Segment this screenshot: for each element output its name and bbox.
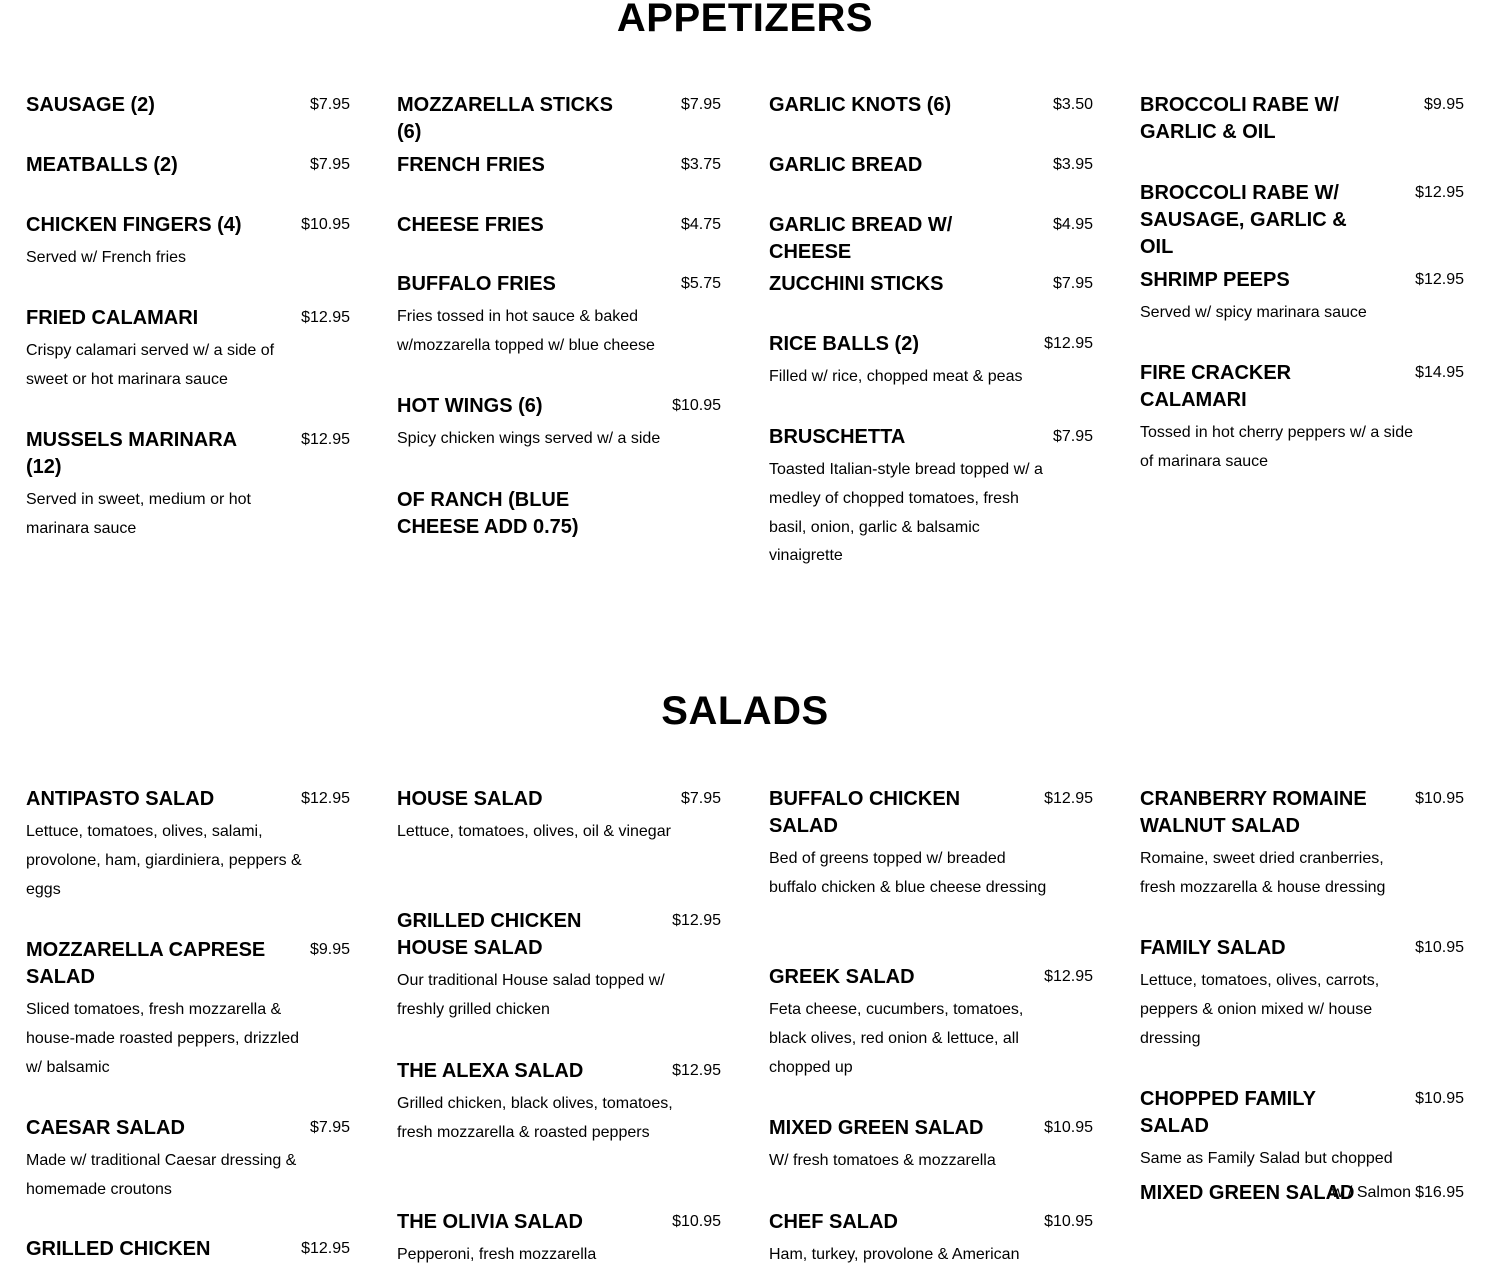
menu-item-description: Same as Family Salad but chopped bbox=[1140, 1150, 1393, 1167]
menu-item bbox=[1140, 1180, 1464, 1207]
menu-item-price bbox=[310, 1117, 350, 1139]
menu-item-name: FRENCH FRIES bbox=[397, 154, 545, 176]
menu-item-price-value: $10.95 bbox=[1044, 1213, 1093, 1230]
menu-item-price-prefix: w / Salmon bbox=[1331, 1184, 1412, 1201]
menu-item-price-value: $4.75 bbox=[680, 216, 721, 233]
menu-item-description: Served in sweet, medium or hot marinara sauce bbox=[26, 491, 251, 537]
menu-item-description: Served w/ spicy marinara sauce bbox=[1140, 304, 1367, 321]
menu-item bbox=[1140, 92, 1464, 146]
menu-item-description: Crispy calamari served w/ a side of sweet or hot marinara sauce bbox=[26, 342, 275, 388]
menu-item bbox=[397, 908, 721, 1025]
menu-item-description: Tossed in hot cherry peppers w/ a side of marinara sauce bbox=[1140, 424, 1414, 470]
menu-item-name: CAESAR SALAD bbox=[26, 1117, 185, 1139]
menu-item-description: Our traditional House salad topped w/ freshly grilled chicken bbox=[397, 972, 665, 1018]
menu-item-price-value: $9.95 bbox=[1423, 96, 1464, 113]
menu-item bbox=[1140, 935, 1464, 1053]
menu-item-price-value: $4.95 bbox=[1052, 216, 1093, 233]
menu-item bbox=[397, 152, 721, 179]
menu-item-price-value: $12.95 bbox=[301, 1240, 350, 1257]
menu-item-header bbox=[26, 937, 350, 991]
menu-item-name: BUFFALO FRIES bbox=[397, 273, 556, 295]
menu-item-price bbox=[301, 429, 350, 451]
menu-item-description: Feta cheese, cucumbers, tomatoes, black olives, red onion & lettuce, all chopped up bbox=[769, 1001, 1024, 1076]
menu-item-description: Lettuce, tomatoes, olives, carrots, peppers & onion mixed w/ house dressing bbox=[1140, 972, 1380, 1047]
menu-item-price bbox=[672, 395, 721, 417]
menu-item-name: CHEF SALAD bbox=[769, 1211, 898, 1233]
menu-item bbox=[397, 487, 721, 541]
menu-item-price-value: $7.95 bbox=[1052, 428, 1093, 445]
menu-item-name: GARLIC BREAD bbox=[769, 154, 923, 176]
menu-item-price bbox=[301, 214, 350, 236]
menu-item-price bbox=[1415, 362, 1464, 384]
menu-item-header bbox=[1140, 786, 1464, 840]
menu-item bbox=[26, 786, 350, 904]
menu-item-price-value: $10.95 bbox=[672, 397, 721, 414]
menu-item-name: HOT WINGS (6) bbox=[397, 395, 543, 417]
menu-item-price-value: $10.95 bbox=[1415, 790, 1464, 807]
menu-item-price bbox=[1415, 269, 1464, 291]
menu-item-header bbox=[397, 152, 721, 179]
menu-item-header bbox=[769, 424, 1093, 451]
menu-item bbox=[397, 92, 721, 146]
menu-item-name: MEATBALLS (2) bbox=[26, 154, 178, 176]
menu-item-price-value: $16.95 bbox=[1415, 1184, 1464, 1201]
menu-item-name: GRILLED CHICKEN bbox=[26, 1238, 211, 1260]
menu-item bbox=[1140, 360, 1464, 477]
menu-item-header bbox=[769, 964, 1093, 991]
menu-item-name: MIXED GREEN SALAD bbox=[1140, 1182, 1355, 1204]
menu-item-header bbox=[397, 786, 721, 813]
menu-item-header bbox=[1140, 180, 1464, 261]
menu-item-name: BRUSCHETTA bbox=[769, 426, 906, 448]
menu-item-header bbox=[769, 1209, 1093, 1236]
menu-item-price-value: $12.95 bbox=[1415, 184, 1464, 201]
menu-item-price bbox=[1044, 333, 1093, 355]
menu-item-description: Toasted Italian-style bread topped w/ a medley of chopped tomatoes, fresh basil, onion, garlic & balsamic vinaigrette bbox=[769, 461, 1043, 565]
menu-item-header bbox=[769, 786, 1093, 840]
menu-item-price-value: $5.75 bbox=[680, 275, 721, 292]
menu-item-price bbox=[1044, 1117, 1093, 1139]
menu-item-price-value: $12.95 bbox=[301, 790, 350, 807]
menu-item-name: GRILLED CHICKEN HOUSE SALAD bbox=[397, 910, 582, 959]
menu-item-name: GARLIC KNOTS (6) bbox=[769, 94, 952, 116]
menu-item bbox=[397, 393, 721, 454]
menu-item-price-value: $12.95 bbox=[1044, 790, 1093, 807]
menu-item-price bbox=[1415, 1088, 1464, 1110]
menu-item-name: MOZZARELLA STICKS (6) bbox=[397, 94, 613, 143]
menu-item-price bbox=[672, 1060, 721, 1082]
menu-item-price-value: $12.95 bbox=[301, 431, 350, 448]
menu-item-header bbox=[397, 393, 721, 420]
menu-item-name: CHICKEN FINGERS (4) bbox=[26, 214, 242, 236]
menu-item-price bbox=[1415, 182, 1464, 204]
menu-item-price-value: $10.95 bbox=[301, 216, 350, 233]
appetizers-heading: APPETIZERS bbox=[616, 0, 874, 40]
menu-item-price bbox=[301, 788, 350, 810]
menu-item-name: BROCCOLI RABE W/ SAUSAGE, GARLIC & OIL bbox=[1140, 182, 1347, 258]
menu-item bbox=[769, 786, 1093, 903]
menu-item-header bbox=[397, 1058, 721, 1085]
menu-item-name: RICE BALLS (2) bbox=[769, 333, 919, 355]
menu-item-price-value: $3.75 bbox=[680, 156, 721, 173]
menu-item-name: FIRE CRACKER CALAMARI bbox=[1140, 362, 1292, 411]
menu-item-price-value: $10.95 bbox=[1415, 939, 1464, 956]
menu-item-price bbox=[1053, 273, 1093, 295]
menu-item bbox=[1140, 267, 1464, 328]
menu-item-price-value: $12.95 bbox=[301, 309, 350, 326]
menu-item-price bbox=[1424, 94, 1464, 116]
menu-item-price-value: $14.95 bbox=[1415, 364, 1464, 381]
menu-item-name: ZUCCHINI STICKS bbox=[769, 273, 944, 295]
menu-item-description: Spicy chicken wings served w/ a side bbox=[397, 430, 661, 447]
menu-item-price-value: $7.95 bbox=[680, 790, 721, 807]
menu-item-price bbox=[681, 214, 721, 236]
menu-item-description: Lettuce, tomatoes, olives, oil & vinegar bbox=[397, 823, 671, 840]
menu-item bbox=[1140, 180, 1464, 261]
menu-item-price-value: $10.95 bbox=[1044, 1119, 1093, 1136]
menu-item bbox=[26, 152, 350, 179]
menu-item bbox=[397, 1209, 721, 1270]
menu-item-name: ANTIPASTO SALAD bbox=[26, 788, 215, 810]
menu-item-description: W/ fresh tomatoes & mozzarella bbox=[769, 1152, 996, 1169]
menu-item bbox=[769, 212, 1093, 266]
menu-item-price-value: $10.95 bbox=[1415, 1090, 1464, 1107]
menu-item-name: GREEK SALAD bbox=[769, 966, 915, 988]
menu-item-header bbox=[1140, 1086, 1464, 1140]
menu-item-header bbox=[397, 908, 721, 962]
menu-item-header bbox=[397, 271, 721, 298]
menu-item-description: Romaine, sweet dried cranberries, fresh mozzarella & house dressing bbox=[1140, 850, 1386, 896]
menu-item-price bbox=[672, 1211, 721, 1233]
menu-item-header bbox=[26, 305, 350, 332]
menu-item-header bbox=[769, 1115, 1093, 1142]
menu-item-price-value: $7.95 bbox=[680, 96, 721, 113]
menu-item-price-value: $7.95 bbox=[309, 96, 350, 113]
menu-item bbox=[397, 212, 721, 239]
menu-item-price-value: $9.95 bbox=[309, 941, 350, 958]
menu-item-description: Served w/ French fries bbox=[26, 249, 187, 266]
menu-item-price bbox=[1332, 1182, 1464, 1204]
menu-item-header bbox=[1140, 92, 1464, 146]
menu-item-price-value: $12.95 bbox=[1044, 968, 1093, 985]
menu-item bbox=[26, 1236, 350, 1263]
menu-item bbox=[26, 92, 350, 119]
menu-item-price-value: $12.95 bbox=[1044, 335, 1093, 352]
menu-item bbox=[769, 1115, 1093, 1176]
menu-item bbox=[769, 271, 1093, 298]
menu-item-name: SHRIMP PEEPS bbox=[1140, 269, 1290, 291]
menu-item-name: CHEESE FRIES bbox=[397, 214, 544, 236]
menu-item-header bbox=[26, 152, 350, 179]
menu-item-name: GARLIC BREAD W/ CHEESE bbox=[769, 214, 953, 263]
menu-item-name: SAUSAGE (2) bbox=[26, 94, 155, 116]
menu-item-name: HOUSE SALAD bbox=[397, 788, 543, 810]
menu-item-price bbox=[1044, 966, 1093, 988]
menu-item-header bbox=[26, 1236, 350, 1263]
menu-item-price-value: $3.95 bbox=[1052, 156, 1093, 173]
menu-item-name: CRANBERRY ROMAINE WALNUT SALAD bbox=[1140, 788, 1367, 837]
menu-item-price bbox=[301, 307, 350, 329]
menu-item-header bbox=[26, 212, 350, 239]
menu-item-price bbox=[1053, 94, 1093, 116]
menu-item bbox=[397, 271, 721, 361]
menu-item bbox=[26, 937, 350, 1082]
menu-item bbox=[769, 1209, 1093, 1270]
menu-item-name: BROCCOLI RABE W/ GARLIC & OIL bbox=[1140, 94, 1339, 143]
menu-item-price-value: $12.95 bbox=[1415, 271, 1464, 288]
menu-item-price bbox=[310, 94, 350, 116]
menu-item-name: THE ALEXA SALAD bbox=[397, 1060, 584, 1082]
menu-item-header bbox=[769, 152, 1093, 179]
menu-item-name: THE OLIVIA SALAD bbox=[397, 1211, 583, 1233]
menu-item bbox=[26, 1115, 350, 1205]
menu-item-price-value: $12.95 bbox=[672, 912, 721, 929]
menu-item-price bbox=[310, 154, 350, 176]
menu-item-header bbox=[769, 331, 1093, 358]
menu-item-name: MIXED GREEN SALAD bbox=[769, 1117, 984, 1139]
menu-item-header bbox=[769, 212, 1093, 266]
menu-item-header bbox=[397, 1209, 721, 1236]
menu-item bbox=[769, 964, 1093, 1082]
menu-item-price bbox=[681, 94, 721, 116]
menu-item-header bbox=[397, 487, 721, 541]
menu-item-description: Filled w/ rice, chopped meat & peas bbox=[769, 368, 1023, 385]
menu-item-name: FRIED CALAMARI bbox=[26, 307, 199, 329]
menu-item-header bbox=[26, 1115, 350, 1142]
menu-item-header bbox=[1140, 267, 1464, 294]
menu-item-price bbox=[1415, 788, 1464, 810]
menu-item-header bbox=[397, 212, 721, 239]
menu-item-price bbox=[1053, 214, 1093, 236]
menu-item bbox=[1140, 786, 1464, 903]
menu-item-price-value: $7.95 bbox=[1052, 275, 1093, 292]
menu-item bbox=[769, 92, 1093, 119]
menu-item-price-value: $7.95 bbox=[309, 1119, 350, 1136]
menu-item-header bbox=[1140, 1180, 1464, 1207]
menu-item-name: MUSSELS MARINARA (12) bbox=[26, 429, 237, 478]
menu-item-price bbox=[1044, 788, 1093, 810]
menu-item-header bbox=[26, 92, 350, 119]
menu-item-description: Ham, turkey, provolone & American bbox=[769, 1246, 1020, 1263]
menu-item bbox=[397, 786, 721, 847]
menu-item-description: Fries tossed in hot sauce & baked w/mozzarella topped w/ blue cheese bbox=[397, 308, 655, 354]
menu-item bbox=[26, 305, 350, 395]
menu-item-header bbox=[769, 271, 1093, 298]
menu-item bbox=[26, 212, 350, 273]
menu-item bbox=[26, 427, 350, 544]
menu-item-description: Sliced tomatoes, fresh mozzarella & house-made roasted peppers, drizzled w/ balsamic bbox=[26, 1001, 300, 1076]
menu-item bbox=[397, 1058, 721, 1148]
menu-item bbox=[769, 152, 1093, 179]
menu-item-price bbox=[310, 939, 350, 961]
menu-item-price-value: $3.50 bbox=[1052, 96, 1093, 113]
salads-heading: SALADS bbox=[661, 689, 829, 733]
menu-item bbox=[769, 424, 1093, 571]
menu-item-header bbox=[1140, 360, 1464, 414]
menu-item-header bbox=[26, 427, 350, 481]
menu-item-price-value: $12.95 bbox=[672, 1062, 721, 1079]
menu-item-name: BUFFALO CHICKEN SALAD bbox=[769, 788, 961, 837]
menu-item bbox=[1140, 1086, 1464, 1174]
menu-item-header bbox=[1140, 935, 1464, 962]
menu-item-header bbox=[397, 92, 721, 146]
menu-item-price bbox=[681, 788, 721, 810]
menu-item bbox=[769, 331, 1093, 392]
menu-item-description: Pepperoni, fresh mozzarella bbox=[397, 1246, 597, 1263]
menu-item-price bbox=[681, 154, 721, 176]
menu-item-name: MOZZARELLA CAPRESE SALAD bbox=[26, 939, 266, 988]
menu-item-description: Grilled chicken, black olives, tomatoes, fresh mozzarella & roasted peppers bbox=[397, 1095, 673, 1141]
menu-item-header bbox=[769, 92, 1093, 119]
menu-item-price-value: $7.95 bbox=[309, 156, 350, 173]
menu-item-price bbox=[1415, 937, 1464, 959]
menu-item-price bbox=[1053, 154, 1093, 176]
menu-item-price bbox=[1053, 426, 1093, 448]
menu-item-price bbox=[681, 273, 721, 295]
menu-item-price bbox=[672, 910, 721, 932]
menu-item-name: CHOPPED FAMILY SALAD bbox=[1140, 1088, 1316, 1137]
menu-item-name: OF RANCH (BLUE CHEESE ADD 0.75) bbox=[397, 489, 579, 538]
menu-item-description: Made w/ traditional Caesar dressing & homemade croutons bbox=[26, 1152, 297, 1198]
menu-item-description: Bed of greens topped w/ breaded buffalo chicken & blue cheese dressing bbox=[769, 850, 1047, 896]
menu-item-price-value: $10.95 bbox=[672, 1213, 721, 1230]
menu-item-description: Lettuce, tomatoes, olives, salami, provolone, ham, giardiniera, peppers & eggs bbox=[26, 823, 302, 898]
menu-item-header bbox=[26, 786, 350, 813]
menu-item-name: FAMILY SALAD bbox=[1140, 937, 1286, 959]
menu-item-price bbox=[1044, 1211, 1093, 1233]
